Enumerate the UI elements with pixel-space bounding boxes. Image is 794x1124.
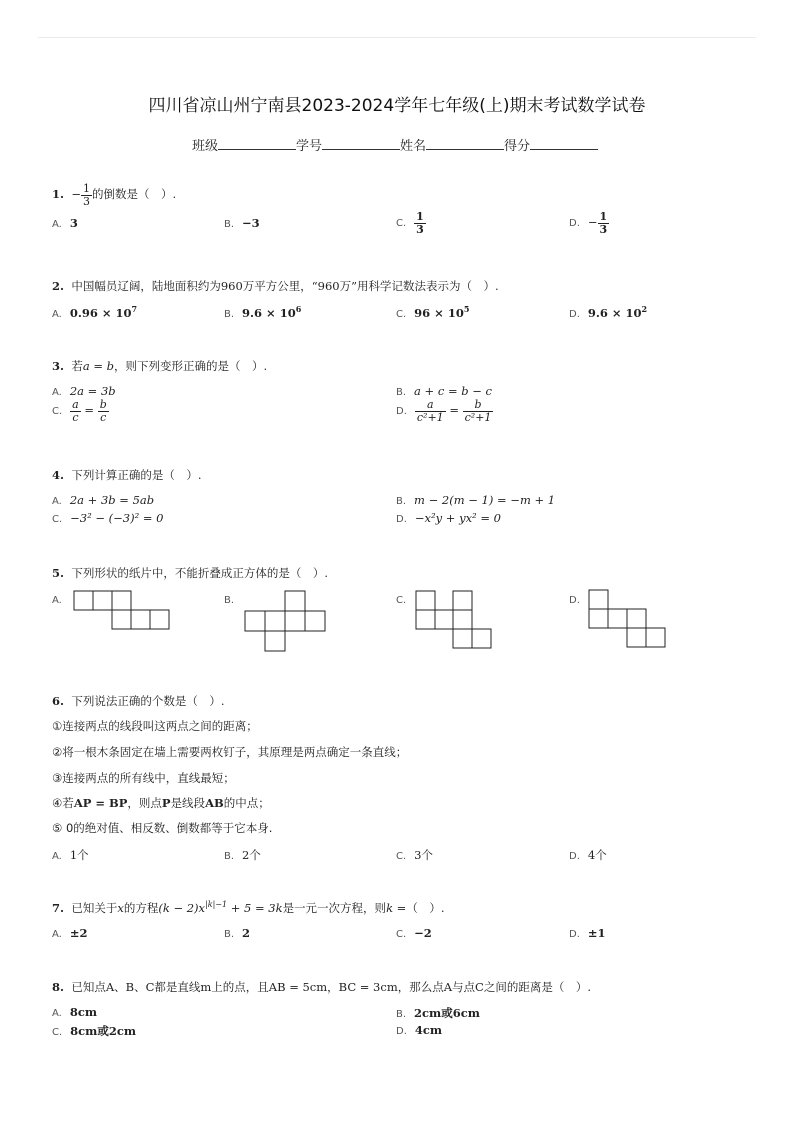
page-title: 四川省凉山州宁南县2023-2024学年七年级(上)期末考试数学试卷 xyxy=(148,96,646,116)
name-label: 姓名 xyxy=(400,139,427,154)
q6-option-a[interactable]: A. 1个 xyxy=(52,848,89,862)
q7-option-d[interactable]: D. ±1 xyxy=(569,926,606,940)
q3-option-c[interactable]: C. $\frac{a}{c}$ = $\frac{b}{c}$ xyxy=(52,398,107,424)
q1-option-b[interactable]: B. −3 xyxy=(224,216,260,230)
score-blank[interactable] xyxy=(530,137,598,150)
cube-net-c xyxy=(415,590,495,652)
cube-net-a xyxy=(70,590,180,632)
name-blank[interactable] xyxy=(426,137,504,150)
q4-option-b[interactable]: B. m − 2(m − 1) = −m + 1 xyxy=(396,493,556,507)
q2-option-a[interactable]: A. $0.96 \times 10^7$ xyxy=(52,304,138,320)
question-6: 6. 下列说法正确的个数是（ ）. xyxy=(52,694,225,708)
q6-statement-4: ④若AP = BP，则点P是线段AB的中点； xyxy=(52,796,270,810)
q5-label-a[interactable]: A. xyxy=(52,595,62,606)
cube-net-b xyxy=(244,590,330,652)
q2-option-d[interactable]: D. $9.6 \times 10^2$ xyxy=(569,304,648,320)
q1-fraction: $\frac{1}{3}$ xyxy=(82,182,90,208)
q8-option-d[interactable]: D. 4cm xyxy=(396,1023,443,1037)
question-4: 4. 下列计算正确的是（ ）. xyxy=(52,468,202,482)
q7-option-a[interactable]: A. ±2 xyxy=(52,926,88,940)
q6-option-b[interactable]: B. 2个 xyxy=(224,848,261,862)
score-label: 得分 xyxy=(504,139,531,154)
q2-option-c[interactable]: C. $96 \times 10^5$ xyxy=(396,304,470,320)
q4-option-a[interactable]: A. 2a + 3b = 5ab xyxy=(52,493,155,507)
question-2: 2. 中国幅员辽阔，陆地面积约为960万平方公里，“960万”用科学记数法表示为（ ）. xyxy=(52,279,499,293)
q3-option-b[interactable]: B. a + c = b − c xyxy=(396,384,492,398)
q5-label-d[interactable]: D. xyxy=(569,595,580,606)
q1-option-d[interactable]: D. − $\frac{1}{3}$ xyxy=(569,210,608,236)
q2-option-b[interactable]: B. $9.6 \times 10^6$ xyxy=(224,304,302,320)
q4-option-c[interactable]: C. −3² − (−3)² = 0 xyxy=(52,511,164,525)
question-8: 8. 已知点A、B、C都是直线m上的点，且AB = 5cm，BC = 3cm，那么点A与点C之间的距离是（ ）. xyxy=(52,980,591,994)
question-7: 7. 已知关于x的方程$(k - 2)x^{|k|-1} + 5 = 3k$是一元一次方程，则k =（ ）. xyxy=(52,900,445,915)
q1-option-c[interactable]: C. $\frac{1}{3}$ xyxy=(396,210,424,236)
q3-option-a[interactable]: A. 2a = 3b xyxy=(52,384,116,398)
question-5: 5. 下列形状的纸片中，不能折叠成正方体的是（ ）. xyxy=(52,566,328,580)
cube-net-d xyxy=(588,589,668,651)
q4-option-d[interactable]: D. −x²y + yx² = 0 xyxy=(396,511,501,525)
q8-option-c[interactable]: C. 8cm或2cm xyxy=(52,1024,137,1038)
class-label: 班级 xyxy=(192,139,219,154)
q1-option-a[interactable]: A. 3 xyxy=(52,216,78,230)
id-blank[interactable] xyxy=(322,137,400,150)
q6-statement-2: ②将一根木条固定在墙上需要两枚钉子，其原理是两点确定一条直线； xyxy=(52,745,408,759)
top-rule xyxy=(38,37,756,38)
q6-option-d[interactable]: D. 4个 xyxy=(569,848,607,862)
q6-statement-3: ③连接两点的所有线中，直线最短； xyxy=(52,771,235,785)
q5-label-b[interactable]: B. xyxy=(224,595,235,606)
q5-label-c[interactable]: C. xyxy=(396,595,407,606)
question-3: 3. 若a = b，则下列变形正确的是（ ）. xyxy=(52,359,268,373)
q8-option-a[interactable]: A. 8cm xyxy=(52,1005,98,1019)
q6-option-c[interactable]: C. 3个 xyxy=(396,848,433,862)
q6-statement-5: ⑤ 0的绝对值、相反数、倒数都等于它本身. xyxy=(52,821,273,835)
student-info xyxy=(192,135,598,154)
q7-option-b[interactable]: B. 2 xyxy=(224,926,251,940)
class-blank[interactable] xyxy=(218,137,296,150)
q3-option-d[interactable]: D. $\frac{a}{\text{c²+1}}$ = $\frac{b}{\text{c²+1}}$ xyxy=(396,398,492,424)
q8-option-b[interactable]: B. 2cm或6cm xyxy=(396,1006,480,1020)
id-label: 学号 xyxy=(296,139,323,154)
question-1: 1. − $\frac{1}{3}$ 的倒数是（ ）. xyxy=(52,182,177,208)
q6-statement-1: ①连接两点的线段叫这两点之间的距离； xyxy=(52,719,258,733)
q7-option-c[interactable]: C. −2 xyxy=(396,926,432,940)
